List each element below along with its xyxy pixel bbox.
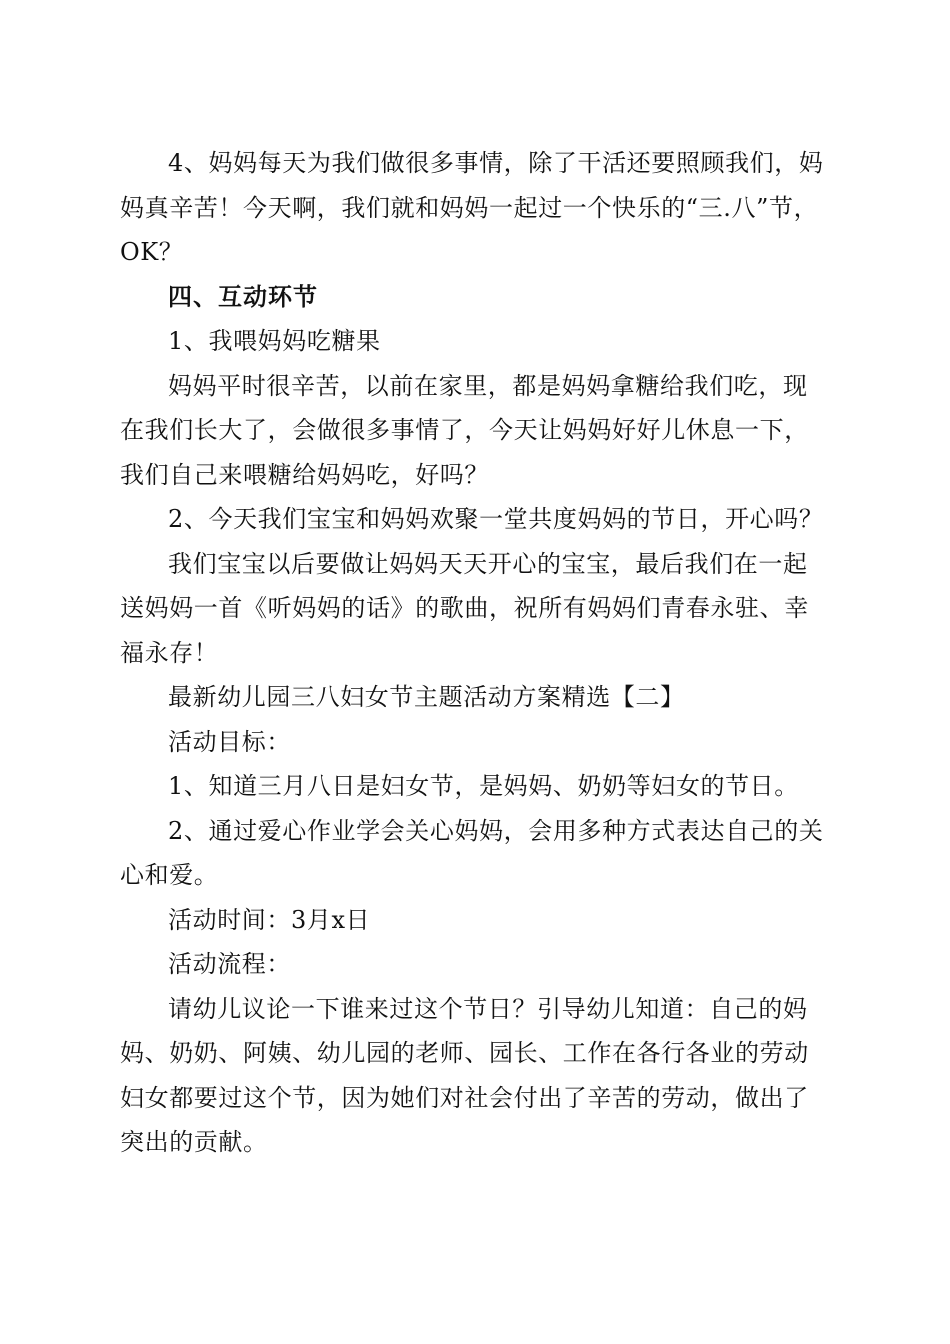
paragraph-song-blessing: 我们宝宝以后要做让妈妈天天开心的宝宝，最后我们在一起送妈妈一首《听妈妈的话》的歌曲，祝所有妈妈们青春永驻、幸福永存！ [120,549,809,667]
document-body [120,141,825,1165]
activity-time: 活动时间：3月x日 [168,905,371,934]
goal-item-2: 2、通过爱心作业学会关心妈妈，会用多种方式表达自己的关心和爱。 [120,816,824,889]
document-subtitle: 最新幼儿园三八妇女节主题活动方案精选【二】 [168,683,685,711]
label-activity-goals: 活动目标： [168,727,291,756]
subheading-feed-candy: 1、我喂妈妈吃糖果 [168,327,381,355]
paragraph-feed-candy: 妈妈平时很辛苦，以前在家里，都是妈妈拿糖给我们吃，现在我们长大了，会做很多事情了，今天让妈妈好好儿休息一下，我们自己来喂糖给妈妈吃，好吗？ [120,371,809,489]
goal-item-1: 1、知道三月八日是妇女节，是妈妈、奶奶等妇女的节日。 [168,772,799,800]
paragraph-process-discussion: 请幼儿议论一下谁来过这个节日？引导幼儿知道：自己的妈妈、奶奶、阿姨、幼儿园的老师、园长、工作在各行各业的劳动妇女都要过这个节，因为她们对社会付出了辛苦的劳动，做出了突出的贡献。 [120,994,809,1156]
paragraph-gathering: 2、今天我们宝宝和妈妈欢聚一堂共度妈妈的节日，开心吗？ [168,505,824,533]
section-heading-interaction: 四、互动环节 [168,281,318,311]
paragraph-mom-hard-work: 4、妈妈每天为我们做很多事情，除了干活还要照顾我们，妈妈真辛苦！今天啊，我们就和妈妈一起过一个快乐的“三.八”节，OK？ [120,149,824,266]
label-activity-process: 活动流程： [168,950,291,978]
